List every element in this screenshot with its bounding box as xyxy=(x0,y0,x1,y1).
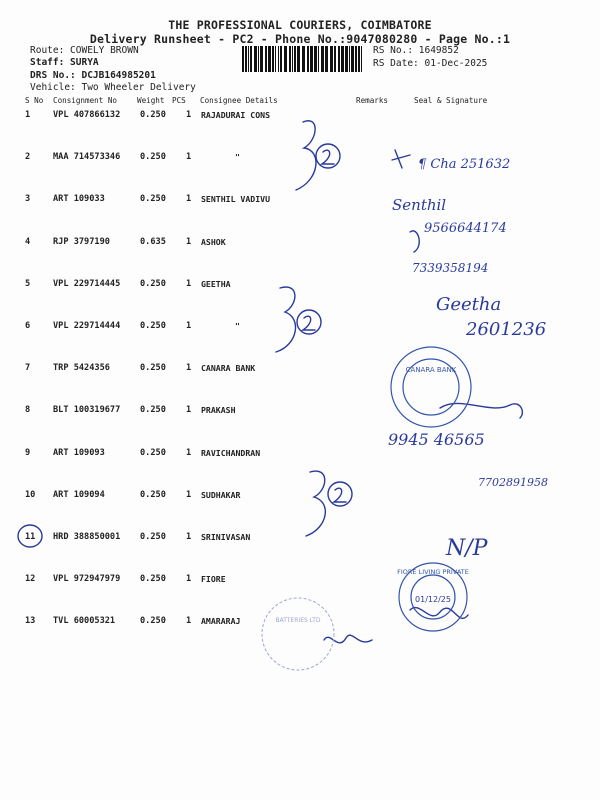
col-consignee: Consignee Details xyxy=(200,96,278,105)
col-sno: S No xyxy=(25,96,44,105)
handwritten-number: 7702891958 xyxy=(478,476,548,489)
row-sno: 8 xyxy=(25,405,31,415)
company-title: THE PROFESSIONAL COURIERS, COIMBATORE xyxy=(168,18,432,32)
row-sno: 4 xyxy=(25,237,31,247)
row-consignee: CANARA BANK xyxy=(201,363,256,373)
row-consignment-no: VPL 407866132 xyxy=(53,110,121,120)
row-consignment-no: ART 109094 xyxy=(53,490,105,500)
row-consignment-no: TRP 5424356 xyxy=(53,363,110,373)
faint-stamp-text: BATTERIES LTD xyxy=(275,617,321,624)
handwritten-name: Geetha xyxy=(436,294,502,315)
row-weight: 0.250 xyxy=(140,194,166,204)
row-weight: 0.250 xyxy=(140,405,166,415)
row-consignee: " xyxy=(235,152,240,162)
row-weight: 0.250 xyxy=(140,532,166,542)
row-sno: 13 xyxy=(25,616,36,626)
row-pcs: 1 xyxy=(186,490,192,500)
row-pcs: 1 xyxy=(186,237,192,247)
runsheet-subtitle: Delivery Runsheet - PC2 - Phone No.:9047080280 - Page No.:1 xyxy=(89,32,511,46)
col-consignment: Consignment No xyxy=(53,96,118,105)
handwritten-note: N/P xyxy=(446,536,488,561)
row-consignee: AMARARAJ xyxy=(201,616,241,626)
row-consignee: ASHOK xyxy=(201,237,226,247)
row-weight: 0.250 xyxy=(140,448,166,458)
row-sno: 5 xyxy=(25,279,31,289)
row-weight: 0.250 xyxy=(140,363,166,373)
bank-stamp-text: CANARA BANK xyxy=(405,366,457,374)
stamp-date: 01/12/25 xyxy=(415,595,451,604)
row-sno: 3 xyxy=(25,194,31,204)
row-consignment-no: VPL 229714444 xyxy=(53,321,121,331)
row-consignee: PRAKASH xyxy=(201,405,236,415)
col-seal-signature: Seal & Signature xyxy=(414,96,488,105)
row-consignment-no: VPL 229714445 xyxy=(53,279,121,289)
signature-mark xyxy=(276,287,296,352)
row-pcs: 1 xyxy=(186,448,192,458)
col-weight: Weight xyxy=(137,96,165,105)
drs-number: DRS No.: DCJB164985201 xyxy=(30,70,156,81)
row-sno: 7 xyxy=(25,363,31,373)
row-pcs: 1 xyxy=(186,616,192,626)
handwritten-phone: 7339358194 xyxy=(412,261,489,275)
bank-seal-stamp xyxy=(391,347,471,427)
row-pcs: 1 xyxy=(186,279,192,289)
row-consignee: " xyxy=(235,321,240,331)
row-weight: 0.250 xyxy=(140,152,166,162)
row-consignee: SENTHIL VADIVU xyxy=(201,194,271,204)
row-consignment-no: BLT 100319677 xyxy=(53,405,121,415)
company-stamp-text: FIORE LIVING PRIVATE xyxy=(397,568,469,576)
row-consignee: SUDHAKAR xyxy=(201,490,241,500)
row-sno: 6 xyxy=(25,321,31,331)
handwritten-note: ¶ Cha 251632 xyxy=(418,157,511,172)
staff-label: Staff: SURYA xyxy=(30,57,99,68)
row-sno: 11 xyxy=(25,532,36,542)
row-consignee: FIORE xyxy=(201,574,226,584)
row-consignment-no: VPL 972947979 xyxy=(53,574,121,584)
row-weight: 0.635 xyxy=(140,237,166,247)
row-pcs: 1 xyxy=(186,574,192,584)
row-consignment-no: TVL 60005321 xyxy=(53,616,116,626)
row-sno: 9 xyxy=(25,448,31,458)
row-sno: 12 xyxy=(25,574,36,584)
row-weight: 0.250 xyxy=(140,616,166,626)
col-remarks: Remarks xyxy=(356,96,389,105)
row-pcs: 1 xyxy=(186,152,192,162)
row-weight: 0.250 xyxy=(140,574,166,584)
row-pcs: 1 xyxy=(186,532,192,542)
col-pcs: PCS xyxy=(172,96,186,105)
signature-mark xyxy=(306,471,325,536)
route-label: Route: COWELY BROWN xyxy=(30,45,139,56)
handwritten-phone: 9566644174 xyxy=(424,221,507,236)
row-weight: 0.250 xyxy=(140,110,166,120)
row-weight: 0.250 xyxy=(140,490,166,500)
row-pcs: 1 xyxy=(186,194,192,204)
signature-mark xyxy=(296,121,316,190)
row-consignee: RAJADURAI CONS xyxy=(201,110,271,120)
row-pcs: 1 xyxy=(186,405,192,415)
row-consignment-no: ART 109093 xyxy=(53,448,105,458)
handwritten-name: Senthil xyxy=(392,196,447,214)
faint-seal-stamp xyxy=(262,598,334,670)
handwritten-number: 2601236 xyxy=(466,319,547,340)
circle-mark xyxy=(18,525,42,547)
row-consignment-no: ART 109033 xyxy=(53,194,105,204)
row-pcs: 1 xyxy=(186,363,192,373)
row-pcs: 1 xyxy=(186,110,192,120)
row-sno: 2 xyxy=(25,152,31,162)
row-pcs: 1 xyxy=(186,321,192,331)
row-weight: 0.250 xyxy=(140,321,166,331)
row-consignment-no: HRD 388850001 xyxy=(53,532,121,542)
rs-number: RS No.: 1649852 xyxy=(373,45,459,56)
handwritten-number: 9945 46565 xyxy=(388,430,485,449)
row-sno: 1 xyxy=(25,110,31,120)
row-consignment-no: MAA 714573346 xyxy=(53,152,121,162)
row-consignee: GEETHA xyxy=(201,279,231,289)
row-weight: 0.250 xyxy=(140,279,166,289)
row-consignee: RAVICHANDRAN xyxy=(201,448,261,458)
row-consignment-no: RJP 3797190 xyxy=(53,237,110,247)
vehicle-label: Vehicle: Two Wheeler Delivery xyxy=(30,82,196,93)
row-sno: 10 xyxy=(25,490,36,500)
row-consignee: SRINIVASAN xyxy=(201,532,251,542)
rs-date: RS Date: 01-Dec-2025 xyxy=(373,58,488,69)
